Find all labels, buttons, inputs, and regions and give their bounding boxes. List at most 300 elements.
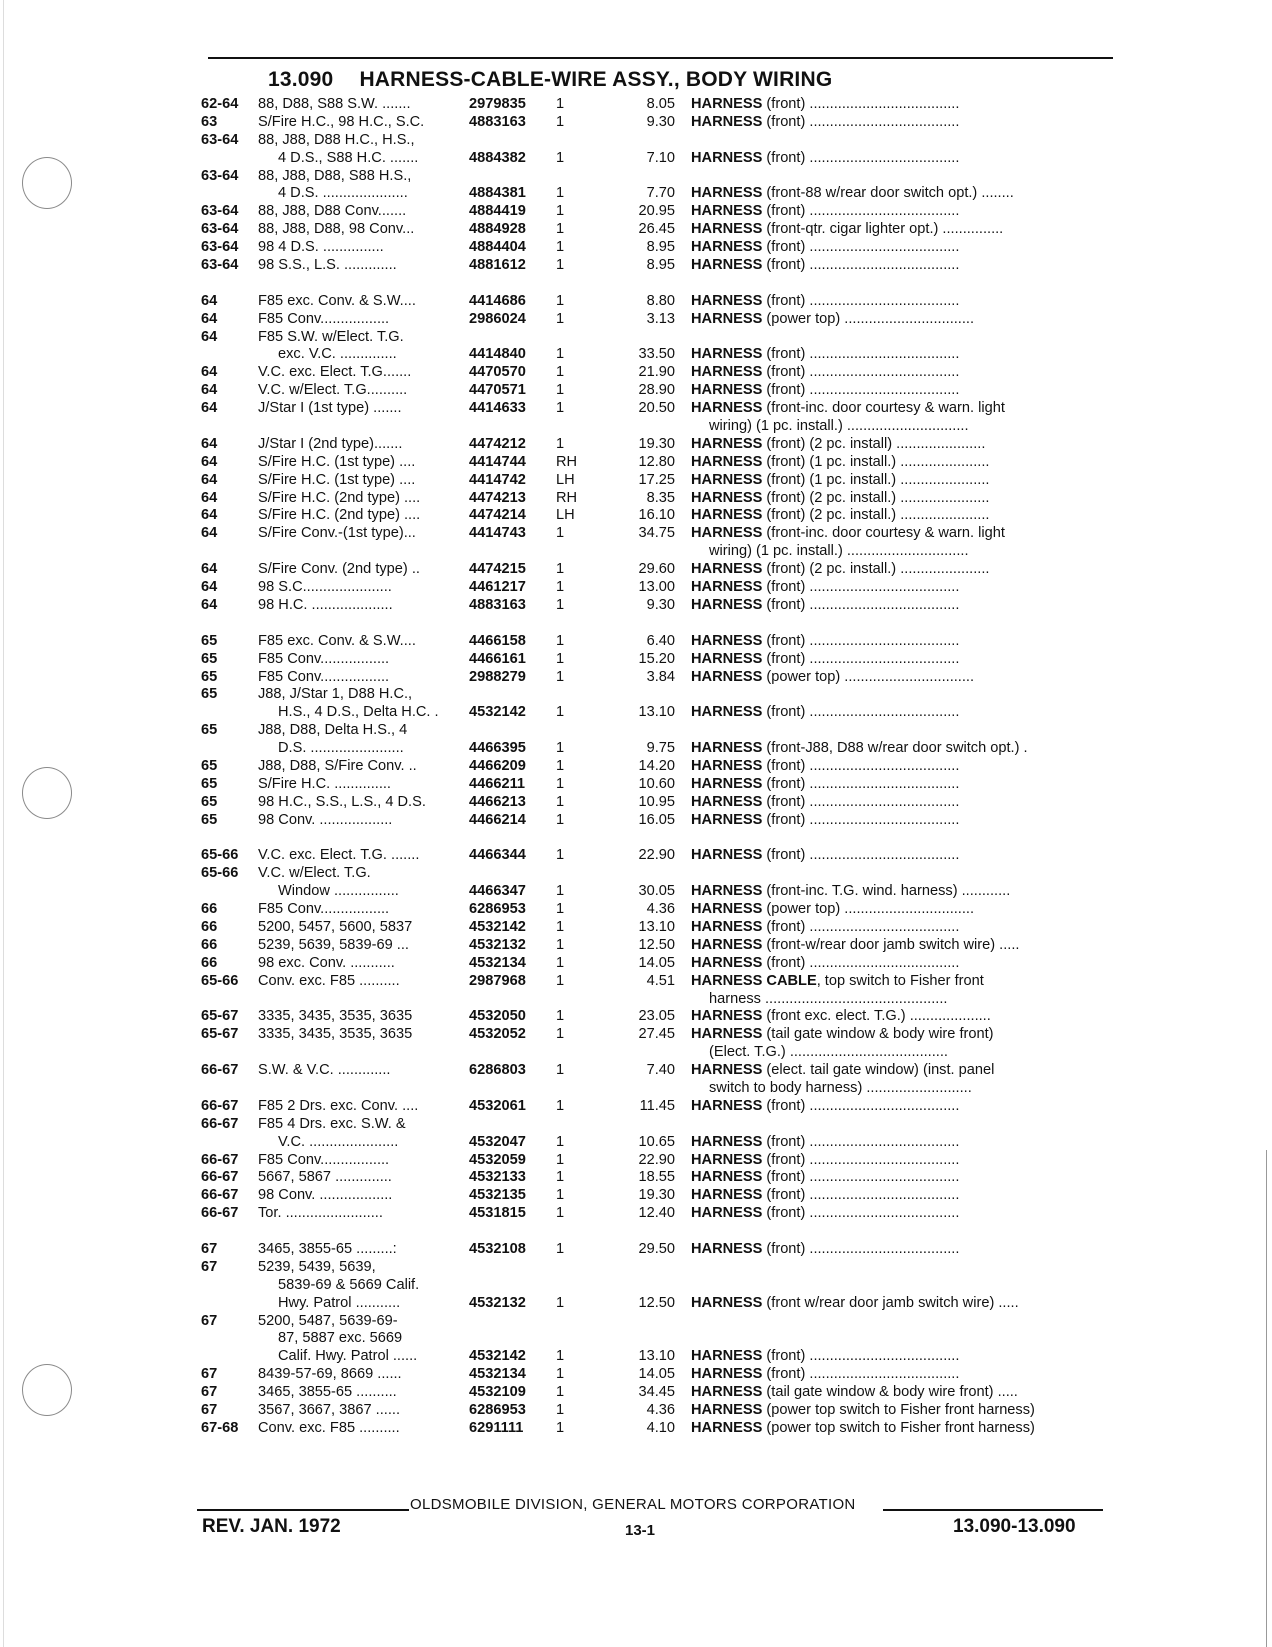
description-cell xyxy=(691,1295,1114,1313)
year-cell: 63-64 xyxy=(201,167,239,184)
description-cell xyxy=(691,185,1114,203)
quantity-cell: 1 xyxy=(556,811,565,828)
table-row xyxy=(201,525,1114,543)
description-keyword: HARNESS xyxy=(691,113,763,130)
model-cell: 88, D88, S88 S.W. ....... xyxy=(258,96,411,112)
description-text: (tail gate window & body wire front) xyxy=(762,1026,994,1043)
price-cell: 4.36 xyxy=(646,1402,675,1419)
table-row xyxy=(201,865,1114,883)
table-row xyxy=(201,239,1114,257)
table-row xyxy=(201,776,1114,794)
quantity-cell: 1 xyxy=(556,382,565,399)
model-cell: S/Fire Conv. (2nd type) .. xyxy=(258,561,420,578)
description-keyword: HARNESS xyxy=(691,936,763,953)
description-cell xyxy=(691,150,1114,168)
model-cell: 98 H.C. .................... xyxy=(258,596,393,613)
description-cell xyxy=(691,740,1114,758)
model-cell: Tor. ........................ xyxy=(258,1205,383,1222)
table-row xyxy=(201,1152,1114,1170)
table-row xyxy=(201,168,1114,186)
part-number-cell: 4532132 xyxy=(469,1294,526,1311)
description-text: (elect. tail gate window) (inst. panel xyxy=(762,1062,995,1079)
description-cell xyxy=(691,758,1114,776)
description-cell xyxy=(691,400,1114,418)
description-cell xyxy=(691,704,1114,722)
model-cell: 5239, 5639, 5839-69 ... xyxy=(258,936,409,953)
price-cell: 16.10 xyxy=(638,507,675,524)
description-keyword: HARNESS xyxy=(691,1205,763,1222)
description-cell xyxy=(691,1062,1114,1080)
table-row xyxy=(201,1277,1114,1295)
quantity-cell: RH xyxy=(556,489,578,506)
table-row xyxy=(201,883,1114,901)
part-number-cell: 2979835 xyxy=(469,96,526,112)
model-cell: 98 S.S., L.S. ............. xyxy=(258,257,397,274)
description-text: (front) ..................................... xyxy=(762,292,960,309)
quantity-cell: 1 xyxy=(556,936,565,953)
description-keyword: HARNESS xyxy=(691,757,763,774)
description-text: (front) (1 pc. install.) ...................... xyxy=(762,471,990,488)
model-cell: 88, J88, D88 H.C., H.S., xyxy=(258,131,415,148)
table-row xyxy=(201,561,1114,579)
year-cell: 65 xyxy=(201,757,218,774)
part-number-cell: 4532047 xyxy=(469,1133,526,1150)
quantity-cell: 1 xyxy=(556,364,565,381)
description-text: (front) (2 pc. install) ...................... xyxy=(762,435,986,452)
quantity-cell: 1 xyxy=(556,847,565,864)
model-cell: 3335, 3435, 3535, 3635 xyxy=(258,1008,413,1025)
description-keyword: HARNESS xyxy=(691,1062,763,1079)
quantity-cell: 1 xyxy=(556,1062,565,1079)
price-cell: 12.50 xyxy=(638,936,675,953)
model-cell: S/Fire H.C. .............. xyxy=(258,775,391,792)
model-cell: 98 Conv. .................. xyxy=(258,811,393,828)
quantity-cell: 1 xyxy=(556,1241,565,1257)
binder-hole-middle xyxy=(22,767,72,819)
price-cell: 34.45 xyxy=(638,1384,675,1401)
quantity-cell: 1 xyxy=(556,1348,565,1365)
part-number-cell: 6291111 xyxy=(469,1419,524,1436)
table-row xyxy=(201,1008,1114,1026)
table-row xyxy=(201,132,1114,150)
part-number-cell: 4414742 xyxy=(469,471,526,488)
price-cell: 10.65 xyxy=(638,1133,675,1150)
table-row xyxy=(201,901,1114,919)
price-cell: 12.80 xyxy=(638,453,675,470)
table-row xyxy=(201,346,1114,364)
part-number-cell: 4414633 xyxy=(469,400,526,417)
table-row xyxy=(201,1259,1114,1277)
price-cell: 18.55 xyxy=(638,1169,675,1186)
year-cell: 66 xyxy=(201,901,218,918)
quantity-cell: 1 xyxy=(556,954,565,971)
description-keyword: HARNESS xyxy=(691,221,763,238)
description-cell xyxy=(691,776,1114,794)
price-cell: 34.75 xyxy=(638,525,675,542)
description-text: (front w/rear door jamb switch wire) ..... xyxy=(762,1294,1019,1311)
year-cell: 67 xyxy=(201,1384,218,1401)
description-keyword: HARNESS xyxy=(691,453,763,470)
description-cell xyxy=(691,239,1114,257)
year-cell: 64 xyxy=(201,328,218,345)
model-cell: 3465, 3855-65 .......... xyxy=(258,1384,397,1401)
table-row xyxy=(201,1366,1114,1384)
part-number-cell: 4414840 xyxy=(469,346,526,363)
price-cell: 28.90 xyxy=(638,382,675,399)
description-keyword: HARNESS xyxy=(691,579,763,596)
quantity-cell: 1 xyxy=(556,221,565,238)
table-row xyxy=(201,919,1114,937)
table-row xyxy=(201,991,1114,1009)
part-number-cell: 4466158 xyxy=(469,632,526,649)
quantity-cell: 1 xyxy=(556,793,565,810)
model-cell: 5200, 5457, 5600, 5837 xyxy=(258,918,413,935)
description-keyword: HARNESS xyxy=(691,918,763,935)
description-cell xyxy=(691,1080,1114,1098)
description-text: (front) ..................................... xyxy=(762,1169,960,1186)
description-keyword: HARNESS xyxy=(691,382,763,399)
year-cell: 64 xyxy=(201,382,218,399)
description-cell xyxy=(691,1098,1114,1116)
table-row xyxy=(201,669,1114,687)
model-cell: S/Fire H.C. (2nd type) .... xyxy=(258,489,421,506)
year-cell: 64 xyxy=(201,453,218,470)
description-text: (power top switch to Fisher front harness) xyxy=(762,1419,1035,1436)
model-cell: 88, J88, D88 Conv....... xyxy=(258,203,407,220)
table-row xyxy=(201,633,1114,651)
table-row xyxy=(201,812,1114,830)
part-number-cell: 4883163 xyxy=(469,113,526,130)
model-cell: F85 4 Drs. exc. S.W. & xyxy=(258,1115,406,1132)
description-cell xyxy=(691,1205,1114,1223)
price-cell: 13.10 xyxy=(638,1348,675,1365)
table-row xyxy=(201,400,1114,418)
year-cell: 64 xyxy=(201,489,218,506)
model-cell: Hwy. Patrol ........... xyxy=(278,1294,401,1311)
price-cell: 14.20 xyxy=(638,757,675,774)
model-cell: F85 Conv................. xyxy=(258,901,390,918)
price-cell: 10.95 xyxy=(638,793,675,810)
year-cell: 64 xyxy=(201,471,218,488)
description-keyword: HARNESS xyxy=(691,525,763,542)
description-keyword: HARNESS xyxy=(691,149,763,166)
price-cell: 10.60 xyxy=(638,775,675,792)
part-number-cell: 4884928 xyxy=(469,221,526,238)
price-cell: 7.10 xyxy=(646,149,675,166)
table-row xyxy=(201,794,1114,812)
model-cell: J/Star I (2nd type)....... xyxy=(258,435,403,452)
price-cell: 9.75 xyxy=(646,740,675,757)
model-cell: 5839-69 & 5669 Calif. xyxy=(278,1276,420,1293)
description-text: (front) ..................................... xyxy=(762,1133,960,1150)
part-number-cell: 4466395 xyxy=(469,740,526,757)
quantity-cell: 1 xyxy=(556,149,565,166)
table-row xyxy=(201,722,1114,740)
year-cell: 65 xyxy=(201,775,218,792)
quantity-cell: 1 xyxy=(556,1294,565,1311)
description-cell xyxy=(691,507,1114,525)
description-text: (front) ..................................... xyxy=(762,96,960,112)
table-row xyxy=(201,1348,1114,1366)
table-row xyxy=(201,1313,1114,1331)
description-keyword: HARNESS xyxy=(691,1026,763,1043)
description-cell xyxy=(691,991,1114,1009)
description-keyword: HARNESS xyxy=(691,632,763,649)
year-cell: 64 xyxy=(201,579,218,596)
price-cell: 13.10 xyxy=(638,918,675,935)
description-keyword: HARNESS xyxy=(691,435,763,452)
description-cell xyxy=(691,883,1114,901)
quantity-cell: 1 xyxy=(556,185,565,202)
table-row xyxy=(201,1098,1114,1116)
price-cell: 22.90 xyxy=(638,847,675,864)
table-row xyxy=(201,364,1114,382)
part-number-cell: 4474213 xyxy=(469,489,526,506)
table-row xyxy=(201,114,1114,132)
description-keyword: HARNESS xyxy=(691,471,763,488)
description-cell xyxy=(691,293,1114,311)
description-text: (front-qtr. cigar lighter opt.) ............... xyxy=(762,221,1004,238)
quantity-cell: 1 xyxy=(556,650,565,667)
price-cell: 8.95 xyxy=(646,257,675,274)
description-keyword: HARNESS xyxy=(691,1294,763,1311)
quantity-cell: 1 xyxy=(556,310,565,327)
year-cell: 63-64 xyxy=(201,131,239,148)
year-cell: 65 xyxy=(201,722,218,739)
model-cell: 88, J88, D88, S88 H.S., xyxy=(258,167,412,184)
part-number-cell: 4532108 xyxy=(469,1241,526,1257)
description-text: (front) ..................................... xyxy=(762,954,960,971)
table-row xyxy=(201,1116,1114,1134)
model-cell: 98 S.C...................... xyxy=(258,579,392,596)
description-keyword: HARNESS xyxy=(691,1348,763,1365)
part-number-cell: 4884419 xyxy=(469,203,526,220)
description-keyword: HARNESS xyxy=(691,310,763,327)
description-keyword: HARNESS xyxy=(691,775,763,792)
description-text: (front) ..................................... xyxy=(762,579,960,596)
quantity-cell: 1 xyxy=(556,668,565,685)
description-cell xyxy=(691,812,1114,830)
quantity-cell: 1 xyxy=(556,400,565,417)
model-cell: D.S. ....................... xyxy=(278,740,404,757)
description-text: (front) ..................................... xyxy=(762,918,960,935)
description-text: (front-inc. T.G. wind. harness) ............ xyxy=(762,883,1011,900)
group-spacer xyxy=(201,615,1114,633)
description-cell xyxy=(691,418,1114,436)
price-cell: 19.30 xyxy=(638,1187,675,1204)
description-keyword: HARNESS xyxy=(691,793,763,810)
description-text: (front) ..................................... xyxy=(762,257,960,274)
price-cell: 11.45 xyxy=(639,1097,675,1114)
description-text: (front) ..................................... xyxy=(762,382,960,399)
description-keyword: HARNESS xyxy=(691,811,763,828)
price-cell: 12.40 xyxy=(638,1205,675,1222)
table-row xyxy=(201,257,1114,275)
price-cell: 26.45 xyxy=(638,221,675,238)
description-keyword: HARNESS xyxy=(691,96,763,112)
part-number-cell: 4532142 xyxy=(469,1348,526,1365)
section-heading: HARNESS-CABLE-WIRE ASSY., BODY WIRING xyxy=(359,68,833,91)
quantity-cell: 1 xyxy=(556,1402,565,1419)
part-number-cell: 4470571 xyxy=(469,382,526,399)
part-number-cell: 4466161 xyxy=(469,650,526,667)
description-text: (front) (1 pc. install.) ...................... xyxy=(762,453,990,470)
year-cell: 67-68 xyxy=(201,1419,239,1436)
quantity-cell: RH xyxy=(556,453,578,470)
model-cell: J88, D88, Delta H.S., 4 xyxy=(258,722,408,739)
year-cell: 67 xyxy=(201,1241,218,1257)
model-cell: F85 Conv................. xyxy=(258,310,390,327)
table-row xyxy=(201,973,1114,991)
price-cell: 8.35 xyxy=(646,489,675,506)
description-text: (front) ..................................... xyxy=(762,704,960,721)
description-keyword: HARNESS xyxy=(691,901,763,918)
quantity-cell: LH xyxy=(556,471,575,488)
year-cell: 63-64 xyxy=(201,257,239,274)
model-cell: 5239, 5439, 5639, xyxy=(258,1258,376,1275)
model-cell: 4 D.S., S88 H.C. ....... xyxy=(278,149,419,166)
year-cell: 66 xyxy=(201,918,218,935)
table-row xyxy=(201,1402,1114,1420)
part-number-cell: 4466347 xyxy=(469,883,526,900)
description-text: (power top switch to Fisher front harness) xyxy=(762,1402,1035,1419)
year-cell: 65 xyxy=(201,811,218,828)
model-cell: S/Fire H.C. (1st type) .... xyxy=(258,453,416,470)
part-number-cell: 4532135 xyxy=(469,1187,526,1204)
description-cell xyxy=(691,1420,1114,1438)
part-number-cell: 2987968 xyxy=(469,972,526,989)
description-text: harness ............................................. xyxy=(709,990,948,1007)
table-row xyxy=(201,758,1114,776)
description-cell xyxy=(691,973,1114,991)
description-text: (front) ..................................... xyxy=(762,113,960,130)
description-keyword: HARNESS xyxy=(691,1419,763,1436)
quantity-cell: 1 xyxy=(556,1187,565,1204)
table-row xyxy=(201,597,1114,615)
description-cell xyxy=(691,436,1114,454)
description-text: , top switch to Fisher front xyxy=(816,972,984,989)
model-cell: J/Star I (1st type) ....... xyxy=(258,400,402,417)
model-cell: S/Fire Conv.-(1st type)... xyxy=(258,525,416,542)
section-number: 13.090 xyxy=(268,68,334,91)
description-keyword: HARNESS xyxy=(691,596,763,613)
description-text: (front) ..................................... xyxy=(762,239,960,256)
part-number-cell: 4474212 xyxy=(469,435,526,452)
table-row xyxy=(201,1384,1114,1402)
part-number-cell: 4414744 xyxy=(469,453,526,470)
table-row xyxy=(201,651,1114,669)
price-cell: 27.45 xyxy=(638,1026,675,1043)
description-keyword: HARNESS xyxy=(691,507,763,524)
description-cell xyxy=(691,633,1114,651)
quantity-cell: 1 xyxy=(556,1205,565,1222)
price-cell: 6.40 xyxy=(646,632,675,649)
description-cell xyxy=(691,955,1114,973)
group-spacer xyxy=(201,830,1114,848)
table-row xyxy=(201,1187,1114,1205)
header-rule xyxy=(208,57,1113,59)
table-row xyxy=(201,472,1114,490)
quantity-cell: 1 xyxy=(556,704,565,721)
price-cell: 13.00 xyxy=(638,579,675,596)
quantity-cell: 1 xyxy=(556,775,565,792)
description-cell xyxy=(691,114,1114,132)
year-cell: 62-64 xyxy=(201,96,239,112)
description-text: (front) ..................................... xyxy=(762,1151,960,1168)
price-cell: 8.80 xyxy=(646,292,675,309)
part-number-cell: 4532134 xyxy=(469,1366,526,1383)
year-cell: 63 xyxy=(201,113,218,130)
model-cell: 4 D.S. ..................... xyxy=(278,185,408,202)
year-cell: 65 xyxy=(201,686,218,703)
description-cell xyxy=(691,847,1114,865)
table-row xyxy=(201,221,1114,239)
part-number-cell: 6286803 xyxy=(469,1062,526,1079)
description-text: (power top) ................................ xyxy=(762,310,975,327)
quantity-cell: 1 xyxy=(556,525,565,542)
table-row xyxy=(201,329,1114,347)
year-cell: 64 xyxy=(201,435,218,452)
description-cell xyxy=(691,525,1114,543)
description-text: (front) ..................................... xyxy=(762,793,960,810)
quantity-cell: 1 xyxy=(556,596,565,613)
part-number-cell: 4532134 xyxy=(469,954,526,971)
year-cell: 64 xyxy=(201,364,218,381)
quantity-cell: 1 xyxy=(556,757,565,774)
model-cell: Conv. exc. F85 .......... xyxy=(258,972,400,989)
description-keyword: HARNESS xyxy=(691,1402,763,1419)
description-keyword: HARNESS xyxy=(691,489,763,506)
table-row xyxy=(201,579,1114,597)
year-cell: 65-66 xyxy=(201,865,239,882)
model-cell: J88, J/Star 1, D88 H.C., xyxy=(258,686,413,703)
binder-hole-top xyxy=(22,157,72,209)
description-text: (front) (2 pc. install.) ...................... xyxy=(762,561,990,578)
description-text: (power top) ................................ xyxy=(762,901,975,918)
description-cell xyxy=(691,382,1114,400)
description-cell xyxy=(691,794,1114,812)
description-cell xyxy=(691,1402,1114,1420)
price-cell: 3.13 xyxy=(646,310,675,327)
year-cell: 66-67 xyxy=(201,1097,239,1114)
description-text: (front) ..................................... xyxy=(762,149,960,166)
year-cell: 65 xyxy=(201,793,218,810)
page-edge-left xyxy=(3,0,4,1647)
quantity-cell: 1 xyxy=(556,292,565,309)
part-number-cell: 4466344 xyxy=(469,847,526,864)
description-cell xyxy=(691,472,1114,490)
description-cell xyxy=(691,203,1114,221)
table-row xyxy=(201,1205,1114,1223)
quantity-cell: 1 xyxy=(556,1097,565,1114)
table-row xyxy=(201,1420,1114,1438)
part-number-cell: 4532050 xyxy=(469,1008,526,1025)
year-cell: 64 xyxy=(201,400,218,417)
quantity-cell: 1 xyxy=(556,1366,565,1383)
footer-page-number: 13-1 xyxy=(625,1522,656,1539)
part-number-cell: 4881612 xyxy=(469,257,526,274)
description-cell xyxy=(691,1026,1114,1044)
description-text: (tail gate window & body wire front) ..... xyxy=(762,1384,1018,1401)
model-cell: F85 Conv................. xyxy=(258,1151,390,1168)
description-text: (front) ..................................... xyxy=(762,1366,960,1383)
description-cell xyxy=(691,346,1114,364)
description-cell xyxy=(691,454,1114,472)
quantity-cell: 1 xyxy=(556,740,565,757)
quantity-cell: LH xyxy=(556,507,575,524)
footer-rule-right xyxy=(883,1509,1103,1511)
description-cell xyxy=(691,937,1114,955)
